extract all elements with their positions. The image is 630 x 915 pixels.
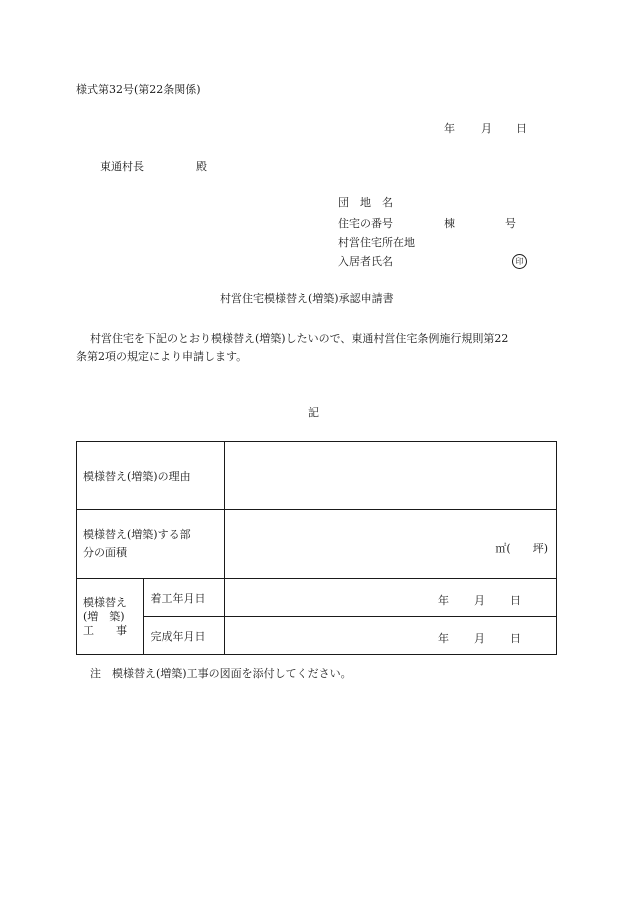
resident-name-label: 入居者氏名 [338,255,393,268]
date-day-label: 日 [516,122,527,135]
danchi-label: 団 地 名 [338,196,393,209]
start-year: 年 [438,593,449,607]
document-title: 村営住宅模様替え(増築)承認申請書 [220,292,394,305]
start-month: 月 [474,593,485,607]
reason-label: 模様替え(増築)の理由 [77,442,225,510]
complete-year: 年 [438,631,449,645]
complete-day: 日 [510,631,521,645]
area-label [77,510,225,579]
completion-date-label: 完成年月日 [144,617,225,655]
area-label-line1: 模様替え(増築)する部 [83,528,191,541]
body-text [76,330,556,366]
body-line-1: 村営住宅を下記のとおり模様替え(増築)したいので、東通村営住宅条例施行規則第22 [90,332,509,345]
application-table [76,441,557,655]
start-date-field[interactable] [225,579,557,617]
area-unit: ㎡( 坪) [495,542,548,555]
addressee-name: 東通村長 [100,160,144,173]
area-field[interactable] [225,510,557,579]
building-unit: 棟 [444,217,455,230]
work-label [77,579,144,655]
work-label-line1: 模様替え [83,595,127,609]
work-label-line2: (増 築) [83,609,125,623]
date-year-label: 年 [444,122,455,135]
body-line-2: 条第2項の規定により申請します。 [76,350,248,363]
date-month-label: 月 [481,122,492,135]
house-number-label: 住宅の番号 [338,217,393,230]
reason-field[interactable] [225,442,557,510]
work-label-line3: 工 事 [83,623,127,637]
addressee-honorific: 殿 [196,160,207,173]
completion-date-field[interactable] [225,617,557,655]
start-date-label: 着工年月日 [144,579,225,617]
footnote: 注 模様替え(増築)工事の図面を添付してください。 [90,667,352,680]
form-id: 様式第32号(第22条関係) [76,83,201,96]
number-unit: 号 [505,217,516,230]
area-label-line2: 分の面積 [83,546,127,559]
address-label: 村営住宅所在地 [338,236,415,249]
ki-heading: 記 [308,406,319,419]
seal-mark: 印 [512,254,527,269]
complete-month: 月 [474,631,485,645]
start-day: 日 [510,593,521,607]
